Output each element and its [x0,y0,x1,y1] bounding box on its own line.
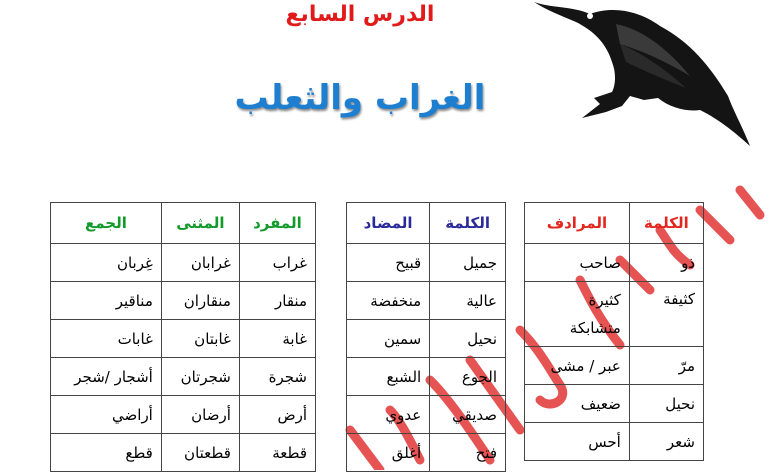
table-header-row [525,203,704,244]
table-cell: الشبع [347,358,430,396]
table-cell: أغلق [347,434,430,472]
table-header-row [347,203,506,244]
table-cell: عدوي [347,396,430,434]
table-cell: شعر [629,423,703,461]
table-cell: منقار [239,282,315,320]
plurals-table [50,202,316,472]
table-cell: عبر / مشى [525,347,630,385]
table-row [51,358,316,396]
table-row [347,320,506,358]
table-cell: قبيح [347,244,430,282]
synonyms-table [524,202,704,461]
table-cell: منخفضة [347,282,430,320]
table-row [525,385,704,423]
lesson-number: الدرس السابع [285,2,435,27]
table-cell: أحس [525,423,630,461]
table-header-row [51,203,316,244]
column-header: الكلمة [430,203,506,244]
table-cell: صديقي [430,396,506,434]
table-row [51,244,316,282]
column-header: الكلمة [629,203,703,244]
table-cell: كثيرة متشابكة [525,282,630,347]
table-row [51,434,316,472]
column-header: المضاد [347,203,430,244]
table-cell: ذو [629,244,703,282]
lesson-title: الغراب والثعلب [234,78,486,118]
table-cell: غراب [239,244,315,282]
table-row [347,244,506,282]
table-row [347,434,506,472]
table-cell: قطعتان [161,434,239,472]
table-cell: شجرة [239,358,315,396]
table-cell: نحيل [629,385,703,423]
table-cell: مرّ [629,347,703,385]
table-row [51,396,316,434]
antonyms-table [346,202,506,472]
table-cell: سمين [347,320,430,358]
table-row [51,282,316,320]
table-cell: شجرتان [161,358,239,396]
column-header: المثنى [161,203,239,244]
table-row [525,244,704,282]
table-cell: أرضان [161,396,239,434]
table-row [525,347,704,385]
table-cell: مناقير [51,282,162,320]
table-cell: جميل [430,244,506,282]
table-cell: صاحب [525,244,630,282]
table-cell: غابات [51,320,162,358]
table-cell: كثيفة [629,282,703,347]
table-cell: ضعيف [525,385,630,423]
crow-icon [520,0,760,160]
table-row [347,358,506,396]
column-header: الجمع [51,203,162,244]
table-cell: أشجار /شجر [51,358,162,396]
table-row [347,282,506,320]
table-row [525,423,704,461]
table-cell: منقاران [161,282,239,320]
table-cell: فتح [430,434,506,472]
table-cell: غرابان [161,244,239,282]
table-cell: أرض [239,396,315,434]
column-header: المرادف [525,203,630,244]
table-cell: قطع [51,434,162,472]
column-header: المفرد [239,203,315,244]
table-cell: غابتان [161,320,239,358]
table-row [347,396,506,434]
table-cell: عالية [430,282,506,320]
table-cell: غِربان [51,244,162,282]
table-row [51,320,316,358]
table-cell: الجوع [430,358,506,396]
table-row [525,282,704,347]
table-cell: نحيل [430,320,506,358]
table-cell: غابة [239,320,315,358]
table-cell: قطعة [239,434,315,472]
table-cell: أراضي [51,396,162,434]
